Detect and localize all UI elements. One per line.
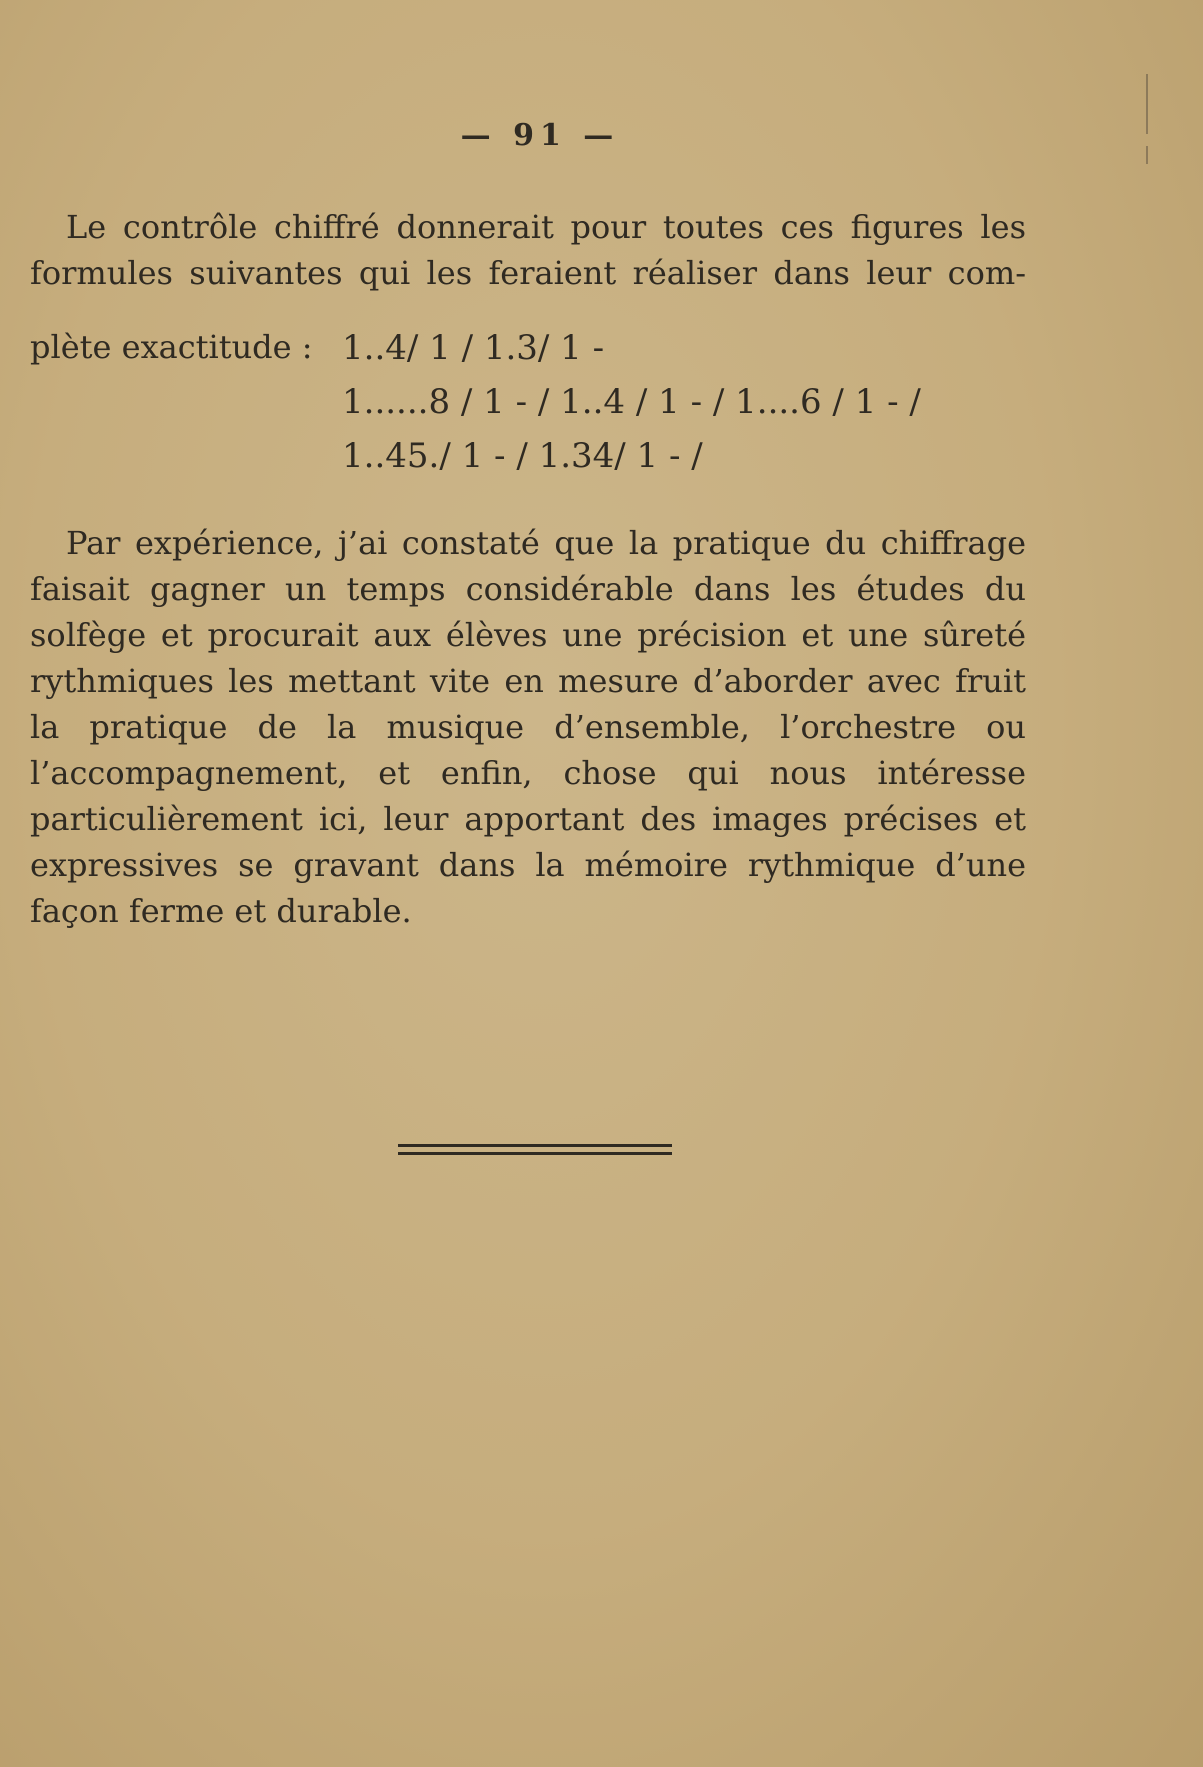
formula-line-1: 1..4/ 1 / 1.3/ 1 - [342, 328, 605, 368]
end-rule-top [398, 1144, 672, 1147]
formula-line-2: 1......8 / 1 - / 1..4 / 1 - / 1....6 / 1 - / [342, 382, 921, 422]
paragraph-1 [30, 204, 1026, 296]
formula-prefix: plète exactitude : [30, 328, 313, 366]
formula-line-3: 1..45./ 1 - / 1.34/ 1 - / [342, 436, 703, 476]
margin-mark [1146, 74, 1148, 134]
page-number: — 91 — [460, 118, 620, 153]
paragraph-1-text: Le contrôle chiffré donnerait pour toutes ces figures les formules suivantes qui les feraient réaliser dans leur com- [30, 208, 1026, 292]
paragraph-2-text: Par expérience, j’ai constaté que la pratique du chiffrage faisait gagner un temps considérable dans les études du solfège et procurait aux élèves une précision et une sûreté rythmiques les mettant vite en mesure d’aborder avec fruit la pratique de la musique d’ensemble, l’orchestre ou l’accompagnement, et enfin, chose qui nous intéresse particulièrement ici, leur apportant des images précises et expressives se gravant dans la mémoire rythmique d’une façon ferme et durable. [30, 524, 1026, 930]
margin-mark [1146, 146, 1148, 164]
paragraph-2 [30, 520, 1026, 934]
end-rule-bottom [398, 1152, 672, 1155]
